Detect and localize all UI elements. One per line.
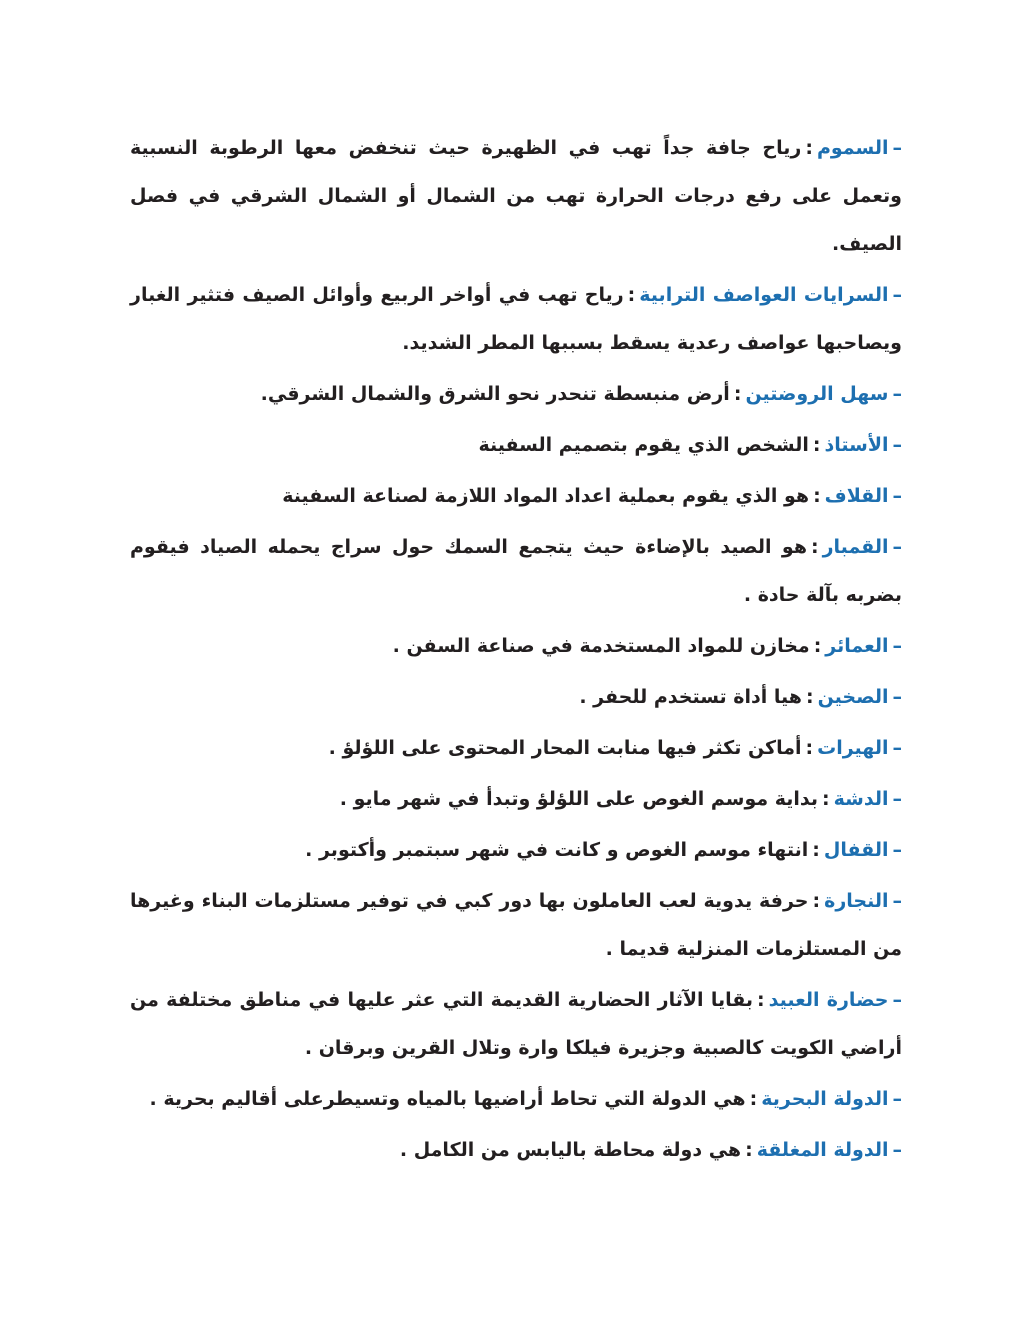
entry-dash: – (892, 485, 902, 507)
glossary-entry-qambar (130, 523, 902, 619)
entry-dash: – (892, 137, 902, 159)
entry-dash: – (892, 1088, 902, 1110)
entry-definition: مخازن للمواد المستخدمة في صناعة السفن . (392, 635, 810, 657)
entry-dash: – (892, 890, 902, 912)
entry-dash: – (892, 839, 902, 861)
entry-term: الهيرات (817, 737, 889, 759)
entry-dash: – (892, 434, 902, 456)
entry-term: الدشة (833, 788, 889, 810)
entry-separator: : (757, 989, 765, 1011)
entry-definition: هيا أداة تستخدم للحفر . (579, 686, 802, 708)
glossary-entry-qufal (130, 826, 902, 874)
entry-term: القفال (823, 839, 889, 861)
entry-definition: حرفة يدوية لعب العاملون بها دور كبي في توفير مستلزمات البناء وغيرها من المستلزمات المنزلية قديما . (130, 890, 902, 960)
entry-definition: بقايا الآثار الحضارية القديمة التي عثر عليها في مناطق مختلفة من أراضي الكويت كالصبية وجزيرة فيلكا وارة وتلال القرين وبرقان . (130, 989, 902, 1059)
entry-definition: هو الصيد بالإضاءة حيث يتجمع السمك حول سراج يحمله الصياد فيقوم بضربه بآلة حادة . (130, 536, 902, 606)
entry-dash: – (892, 737, 902, 759)
entry-definition: هي الدولة التي تحاط أراضيها بالمياه وتسيطرعلى أقاليم بحرية . (149, 1088, 746, 1110)
entry-separator: : (812, 839, 820, 861)
entry-separator: : (813, 485, 821, 507)
entry-term: العمائر (825, 635, 889, 657)
entry-dash: – (892, 536, 902, 558)
entry-term: الدولة المغلقة (756, 1139, 889, 1161)
glossary-entry-dasha (130, 775, 902, 823)
glossary-entry-ustadh (130, 421, 902, 469)
entry-separator: : (811, 536, 819, 558)
glossary-entry-maritime-state (130, 1075, 902, 1123)
entry-definition: انتهاء موسم الغوص و كانت في شهر سبتمبر وأكتوبر . (305, 839, 809, 861)
entry-term: القمبار (822, 536, 889, 558)
glossary-entry-sakheen (130, 673, 902, 721)
entry-term: حضارة العبيد (768, 989, 889, 1011)
entry-term: القلاف (824, 485, 889, 507)
entry-separator: : (805, 686, 814, 708)
glossary-entry-amaer (130, 622, 902, 670)
entry-definition: الشخص الذي يقوم بتصميم السفينة (478, 434, 809, 456)
glossary-entry-rawdatain (130, 370, 902, 418)
entry-definition: هو الذي يقوم بعملية اعداد المواد اللازمة لصناعة السفينة (282, 485, 810, 507)
entry-term: السرايات العواصف الترابية (639, 284, 889, 306)
entry-term: سهل الروضتين (745, 383, 889, 405)
entry-term: النجارة (824, 890, 889, 912)
entry-dash: – (892, 788, 902, 810)
entry-term: السموم (816, 137, 889, 159)
entry-dash: – (892, 1139, 902, 1161)
entry-definition: رياح جافة جداً تهب في الظهيرة حيث تنخفض معها الرطوبة النسبية وتعمل على رفع درجات الحرارة تهب من الشمال أو الشمال الشرقي في فصل الصيف. (130, 137, 902, 255)
entry-separator: : (812, 890, 821, 912)
glossary-page (130, 124, 902, 1177)
entry-separator: : (749, 1088, 758, 1110)
entry-dash: – (892, 635, 902, 657)
glossary-entry-sarayat (130, 271, 902, 367)
entry-definition: أرض منبسطة تنحدر نحو الشرق والشمال الشرقي. (260, 383, 730, 405)
entry-separator: : (745, 1139, 753, 1161)
entry-separator: : (812, 434, 821, 456)
glossary-entry-ubaid (130, 976, 902, 1072)
entry-separator: : (805, 737, 814, 759)
entry-term: الأستاذ (824, 434, 889, 456)
entry-dash: – (892, 989, 902, 1011)
entry-separator: : (822, 788, 830, 810)
entry-term: الدولة البحرية (761, 1088, 889, 1110)
glossary-entry-samoom (130, 124, 902, 268)
entry-separator: : (805, 137, 813, 159)
glossary-entry-nijara (130, 877, 902, 973)
glossary-entry-landlocked-state (130, 1126, 902, 1174)
entry-separator: : (627, 284, 636, 306)
entry-definition: هي دولة محاطة باليابس من الكامل . (399, 1139, 742, 1161)
entry-definition: أماكن تكثر فيها منابت المحار المحتوى على اللؤلؤ . (328, 737, 802, 759)
entry-separator: : (813, 635, 822, 657)
entry-dash: – (892, 383, 902, 405)
entry-separator: : (733, 383, 742, 405)
entry-dash: – (892, 284, 902, 306)
entry-definition: رياح تهب في أواخر الربيع وأوائل الصيف فتثير الغبار ويصاحبها عواصف رعدية يسقط بسببها المطر الشديد. (130, 284, 902, 354)
glossary-entry-qallaf (130, 472, 902, 520)
entry-term: الصخين (817, 686, 889, 708)
entry-dash: – (892, 686, 902, 708)
glossary-entry-hayrat (130, 724, 902, 772)
entry-definition: بداية موسم الغوص على اللؤلؤ وتبدأ في شهر مايو . (339, 788, 819, 810)
